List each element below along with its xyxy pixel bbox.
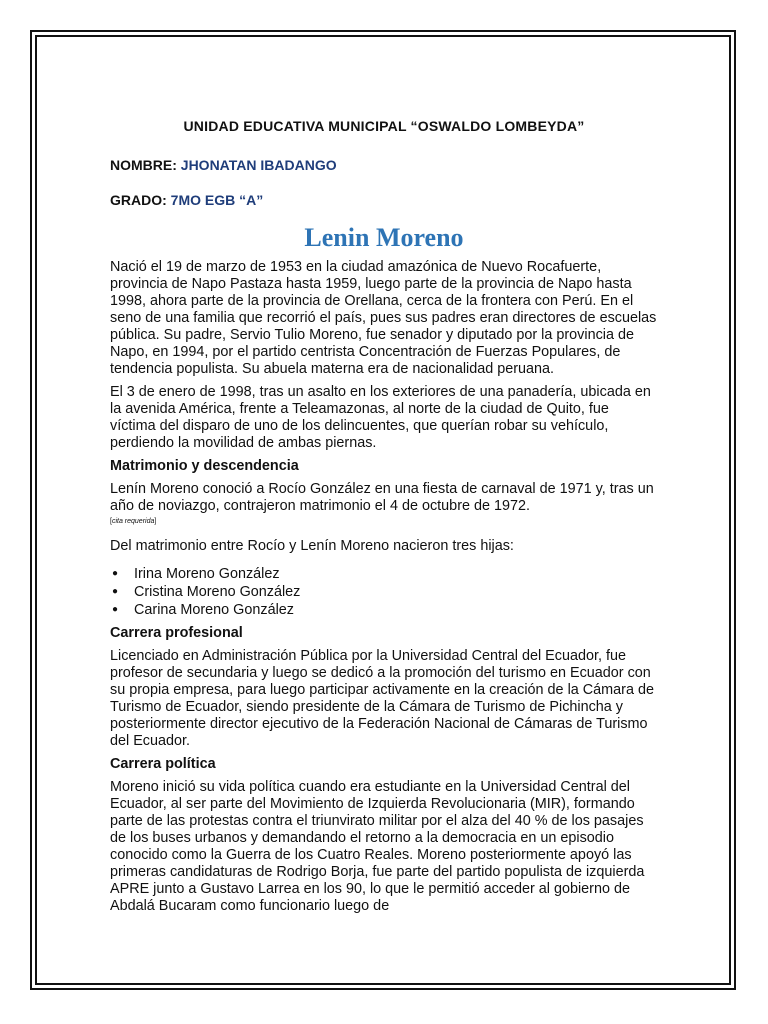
cita-open: [ bbox=[110, 518, 112, 525]
grade-line bbox=[110, 192, 658, 208]
bullet-icon: ● bbox=[112, 586, 119, 597]
heading-carrera-politica: Carrera política bbox=[110, 756, 216, 772]
heading-carrera-profesional: Carrera profesional bbox=[110, 625, 243, 641]
paragraph-carrera-politica: Moreno inició su vida política cuando era estudiante en la Universidad Central del Ecuador, al ser parte del Movimiento de Izquierda Revolucionaria (MIR), formando parte de las protestas contra el triunvirato militar por el alza del 40 % de los pasajes de los buses urbanos y demandando el retorno a la democracia en un episodio conocido como la Guerra de los Cuatro Reales. Moreno posteriormente apoyó las primeras candidaturas de Rodrigo Borja, fue parte del partido populista de izquierda APRE junto a Gustavo Larrea en los 90, lo que le permitió acceder al gobierno de Abdalá Bucaram como funcionario luego de bbox=[110, 779, 645, 914]
school-name: UNIDAD EDUCATIVA MUNICIPAL “OSWALDO LOMBEYDA” bbox=[183, 118, 585, 134]
daughter-name: Carina Moreno González bbox=[134, 602, 294, 618]
list-item bbox=[112, 601, 658, 619]
paragraph-assault: El 3 de enero de 1998, tras un asalto en los exteriores de una panadería, ubicada en la avenida América, frente a Teleamazonas, al norte de la ciudad de Quito, fue víctima del disparo de uno de los delincuentes, que querían robar su vehículo, perdiendo la movilidad de ambas piernas. bbox=[110, 384, 651, 451]
paragraph-birth: Nació el 19 de marzo de 1953 en la ciudad amazónica de Nuevo Rocafuerte, provincia de Napo Pastaza hasta 1959, luego parte de la provincia de Napo hasta 1998, ahora parte de la provincia de Orellana, cerca de la frontera con Perú. En el seno de una familia que recorrió el país, pues sus padres eran directores de escuelas pública. Su padre, Servio Tulio Moreno, fue senador y diputado por la provincia de Napo, en 1994, por el partido centrista Concentración de Fuerzas Populares, de tendencia populista. Su abuela materna era de nacionalidad peruana. bbox=[110, 259, 657, 377]
bullet-icon: ● bbox=[112, 568, 119, 579]
grade-label: GRADO: bbox=[110, 192, 167, 208]
daughter-name: Cristina Moreno González bbox=[134, 584, 301, 600]
paragraph-daughters-intro: Del matrimonio entre Rocío y Lenín Moreno nacieron tres hijas: bbox=[110, 538, 514, 554]
list-item bbox=[112, 565, 658, 583]
document-title: Lenin Moreno bbox=[304, 223, 464, 252]
heading-matrimonio: Matrimonio y descendencia bbox=[110, 458, 299, 474]
list-item bbox=[112, 583, 658, 601]
grade-value: 7MO EGB “A” bbox=[170, 192, 264, 208]
daughter-name: Irina Moreno González bbox=[134, 566, 280, 582]
citation-needed bbox=[110, 517, 658, 526]
student-name-line bbox=[110, 157, 658, 173]
name-value: JHONATAN IBADANGO bbox=[180, 157, 337, 173]
name-label: NOMBRE: bbox=[110, 157, 177, 173]
bullet-icon: ● bbox=[112, 604, 119, 615]
daughters-list bbox=[110, 565, 658, 619]
paragraph-carrera-profesional: Licenciado en Administración Pública por la Universidad Central del Ecuador, fue profesor de secundaria y luego se dedicó a la promoción del turismo en Ecuador con su propia empresa, para luego participar activamente en la creación de la Cámara de Turismo de Ecuador, siendo presidente de la Cámara de Turismo de Pichincha y posteriormente director ejecutivo de la Federación Nacional de Cámaras de Turismo del Ecuador. bbox=[110, 648, 654, 749]
cita-close: ] bbox=[154, 518, 157, 525]
document-body bbox=[110, 118, 658, 921]
paragraph-matrimonio: Lenín Moreno conoció a Rocío González en una fiesta de carnaval de 1971 y, tras un año de noviazgo, contrajeron matrimonio el 4 de octubre de 1972. bbox=[110, 481, 654, 514]
cita-text: cita requerida bbox=[111, 518, 155, 525]
